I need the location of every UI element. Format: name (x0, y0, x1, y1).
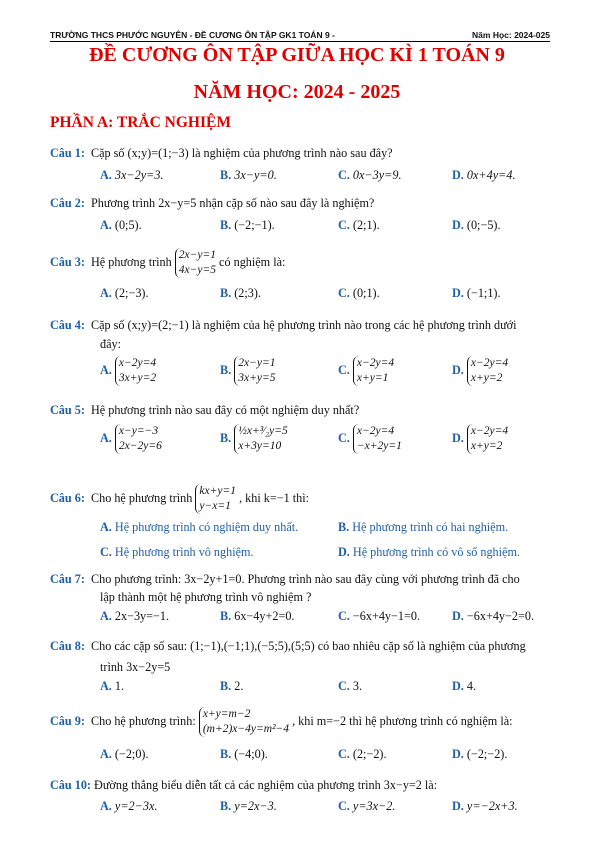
document-title: ĐỀ CƯƠNG ÔN TẬP GIỮA HỌC KÌ 1 TOÁN 9 (89, 44, 505, 66)
letters-d: D. (452, 747, 464, 761)
letters-c: C. (338, 799, 350, 813)
letters-c: C. (100, 545, 112, 559)
header-left: TRƯỜNG THCS PHƯỚC NGUYÊN - ĐỀ CƯƠNG ÔN TẬP GK1 TOÁN 9 - (50, 30, 335, 40)
answer-b (220, 168, 277, 183)
questions-5-a: Hệ phương trình có nghiệm duy nhất. (114, 520, 299, 534)
questions-2-post: có nghiệm là: (219, 254, 286, 269)
answer-a (100, 168, 164, 183)
answer-a (100, 799, 157, 814)
letters-b: B. (220, 609, 232, 623)
answer-c (338, 168, 402, 183)
question-text: Phương trình 2x−y=5 nhận cặp số nào sau đây là nghiệm? (90, 196, 375, 210)
letters-c: C. (338, 747, 350, 761)
questions-4-d-1: x+y=2 (470, 440, 503, 452)
questions-5-c: Hệ phương trình vô nghiệm. (114, 545, 254, 559)
letters-d: D. (452, 679, 464, 693)
answer-c (338, 286, 380, 301)
questions-0-b: 3x−y=0. (234, 168, 277, 182)
questions-8-sys-1: (m+2)x−4y=m²−4 (202, 723, 290, 735)
questions-8-sys-0: x+y=m−2 (202, 708, 251, 720)
letters-d: D. (452, 168, 464, 182)
equation-system (195, 484, 236, 514)
answer-a (100, 356, 156, 386)
letters-d: D. (452, 362, 464, 377)
questions-1-d: (0;−5). (466, 218, 501, 232)
answer-b (220, 286, 261, 301)
letters-b: B. (220, 286, 232, 300)
letters-a: A. (100, 430, 112, 445)
page-header (50, 30, 550, 42)
questions-2-sys-0: 2x−y=1 (178, 249, 216, 261)
questions-8-a: (−2;0). (114, 747, 149, 761)
letters-a: A. (100, 609, 112, 623)
letters-c: C. (338, 362, 350, 377)
questions-6-d: −6x+4y−2=0. (466, 609, 535, 623)
questions-5-post: , khi k=−1 thì: (239, 490, 310, 505)
questions-4-num: Câu 5: (50, 403, 85, 417)
letters-d: D. (452, 609, 464, 623)
questions-4-d-0: x−2y=4 (470, 425, 509, 437)
equation-system (115, 424, 162, 454)
questions-6-a: 2x−3y=−1. (114, 609, 170, 623)
questions-3-c-1: x+y=1 (356, 372, 389, 384)
question-3 (50, 248, 580, 278)
letters-b: B. (220, 168, 232, 182)
answer-c (338, 679, 362, 694)
questions-2-a: (2;−3). (114, 286, 149, 300)
equation-system (353, 424, 402, 454)
answer-a (100, 424, 162, 454)
questions-2-b: (2;3). (234, 286, 261, 300)
questions-4-b-1: x+3y=10 (238, 440, 282, 452)
answer-d (452, 747, 507, 762)
equation-system (199, 707, 289, 737)
letters-b: B. (220, 362, 232, 377)
questions-7-text2: trình 3x−2y=5 (100, 660, 171, 674)
questions-1-c: (2;1). (352, 218, 380, 232)
letters-a: A. (100, 747, 112, 761)
letters-a: A. (100, 286, 112, 300)
question-5 (50, 403, 580, 418)
questions-5-b: Hệ phương trình có hai nghiệm. (352, 520, 509, 534)
answer-d (338, 545, 520, 560)
answer-b (220, 609, 294, 624)
letters-c: C. (338, 218, 350, 232)
equation-system (467, 424, 508, 454)
equation-system (175, 248, 216, 278)
questions-7-a: 1. (114, 679, 125, 693)
questions-9-d: y=−2x+3. (466, 799, 518, 813)
questions-3-d-1: x+y=2 (470, 372, 503, 384)
letters-a: A. (100, 799, 112, 813)
letters-b: B. (220, 430, 232, 445)
questions-6-text: Cho phương trình: 3x−2y+1=0. Phương trình nào sau đây cùng với phương trình đã cho (90, 572, 520, 586)
questions-9-text: Đường thẳng biểu diễn tất cả các nghiệm của phương trình 3x−y=2 là: (94, 778, 438, 792)
question-text: Cặp số (x;y)=(1;−3) là nghiệm của phương trình nào sau đây? (90, 146, 393, 160)
answer-a (100, 747, 149, 762)
question-6 (50, 484, 580, 514)
equation-system (234, 356, 275, 386)
questions-5-sys-0: kx+y=1 (199, 485, 237, 497)
letters-d: D. (452, 218, 464, 232)
section-title: PHẦN A: TRẮC NGHIỆM (50, 114, 231, 131)
answer-b (220, 799, 277, 814)
questions-0-d: 0x+4y=4. (466, 168, 516, 182)
questions-4-a-1: 2x−2y=6 (118, 440, 162, 452)
questions-3-a-0: x−2y=4 (118, 357, 157, 369)
equation-system (353, 356, 394, 386)
questions-4-b-0: ½x+³⁄₂y=5 (238, 425, 288, 437)
questions-5-d: Hệ phương trình có vô số nghiệm. (352, 545, 520, 559)
questions-7-c: 3. (352, 679, 363, 693)
answer-a (100, 679, 124, 694)
letters-b: B. (338, 520, 350, 534)
questions-0-c: 0x−3y=9. (352, 168, 402, 182)
letters-b: B. (220, 218, 232, 232)
equation-system (234, 424, 287, 454)
questions-3-c-0: x−2y=4 (356, 357, 395, 369)
answer-d (452, 218, 501, 233)
question-10 (50, 778, 580, 793)
answer-a (100, 218, 142, 233)
letters-b: B. (220, 747, 232, 761)
questions-5-sys-1: y−x=1 (199, 500, 231, 512)
questions-5-num: Câu 6: (50, 490, 85, 505)
questions-7-text: Cho các cặp số sau: (1;−1),(−1;1),(−5;5),(5;5) có bao nhiêu cặp số là nghiệm của phương (90, 639, 526, 653)
answer-b (220, 679, 243, 694)
answer-b (220, 747, 268, 762)
answer-c (338, 609, 420, 624)
questions-3-b-0: 2x−y=1 (238, 357, 276, 369)
answer-b (220, 424, 288, 454)
answer-c (338, 218, 380, 233)
questions-1-b: (−2;−1). (234, 218, 275, 232)
questions-2-d: (−1;1). (466, 286, 501, 300)
questions-3-b-1: 3x+y=5 (238, 372, 276, 384)
questions-9-num: Câu 10: (50, 778, 91, 792)
questions-2-c: (0;1). (352, 286, 380, 300)
questions-8-c: (2;−2). (352, 747, 387, 761)
question-4 (50, 318, 580, 333)
letters-a: A. (100, 168, 112, 182)
answer-b (338, 520, 508, 535)
questions-7-b: 2. (234, 679, 244, 693)
questions-2-sys-1: 4x−y=5 (178, 264, 216, 276)
question-number: Câu 1: (50, 146, 85, 160)
letters-c: C. (338, 286, 350, 300)
question-8-cont (100, 660, 580, 675)
questions-8-post: , khi m=−2 thì hệ phương trình có nghiệm là: (292, 713, 513, 728)
equation-system (467, 356, 508, 386)
answer-d (452, 424, 508, 454)
question-1 (50, 146, 580, 161)
questions-9-a: y=2−3x. (114, 799, 158, 813)
questions-3-text2: đây: (100, 337, 121, 351)
question-4-cont (100, 337, 580, 352)
letters-c: C. (338, 679, 350, 693)
questions-6-num: Câu 7: (50, 572, 85, 586)
answer-b (220, 218, 275, 233)
school-year-title: NĂM HỌC: 2024 - 2025 (193, 81, 401, 103)
questions-3-a-1: 3x+y=2 (118, 372, 157, 384)
question-2 (50, 196, 580, 211)
answer-c (338, 799, 395, 814)
answer-c (338, 747, 387, 762)
questions-5-pre: Cho hệ phương trình (90, 490, 193, 505)
question-8 (50, 639, 580, 654)
header-right: Năm Học: 2024-025 (472, 30, 550, 40)
questions-7-d: 4. (466, 679, 477, 693)
equation-system (115, 356, 156, 386)
questions-8-num: Câu 9: (50, 713, 85, 728)
questions-8-b: (−4;0). (234, 747, 268, 761)
answer-c (100, 545, 254, 560)
answer-a (100, 286, 149, 301)
questions-1-num: Câu 2: (50, 196, 85, 210)
letters-d: D. (338, 545, 350, 559)
questions-7-num: Câu 8: (50, 639, 85, 653)
answer-d (452, 679, 476, 694)
questions-8-d: (−2;−2). (466, 747, 508, 761)
letters-b: B. (220, 799, 232, 813)
question-9 (50, 707, 580, 737)
letters-a: A. (100, 520, 112, 534)
answer-d (452, 286, 501, 301)
questions-0-a: 3x−2y=3. (114, 168, 164, 182)
answer-d (452, 799, 518, 814)
question-7 (50, 572, 580, 587)
answer-b (220, 356, 275, 386)
questions-3-num: Câu 4: (50, 318, 85, 332)
answer-d (452, 356, 508, 386)
questions-1-a: (0;5). (114, 218, 142, 232)
questions-4-text: Hệ phương trình nào sau đây có một nghiệm duy nhất? (90, 403, 360, 417)
letters-a: A. (100, 679, 112, 693)
questions-9-b: y=2x−3. (234, 799, 277, 813)
questions-6-c: −6x+4y−1=0. (352, 609, 421, 623)
letters-a: A. (100, 218, 112, 232)
answer-d (452, 609, 534, 624)
questions-6-text2: lập thành một hệ phương trình vô nghiệm ? (100, 590, 312, 604)
questions-6-b: 6x−4y+2=0. (234, 609, 295, 623)
letters-a: A. (100, 362, 112, 377)
questions-4-c-1: −x+2y=1 (356, 440, 402, 452)
question-7-cont (100, 590, 580, 605)
letters-c: C. (338, 609, 350, 623)
answer-a (100, 520, 298, 535)
questions-4-c-0: x−2y=4 (356, 425, 395, 437)
letters-c: C. (338, 430, 350, 445)
answer-c (338, 424, 402, 454)
letters-b: B. (220, 679, 232, 693)
letters-d: D. (452, 799, 464, 813)
letters-d: D. (452, 286, 464, 300)
answer-c (338, 356, 394, 386)
questions-2-num: Câu 3: (50, 254, 85, 269)
questions-3-text: Cặp số (x;y)=(2;−1) là nghiệm của hệ phương trình nào trong các hệ phương trình dưới (90, 318, 517, 332)
questions-4-a-0: x−y=−3 (118, 425, 159, 437)
answer-d (452, 168, 516, 183)
questions-2-pre: Hệ phương trình (90, 254, 172, 269)
answer-a (100, 609, 169, 624)
letters-c: C. (338, 168, 350, 182)
questions-9-c: y=3x−2. (352, 799, 396, 813)
questions-3-d-0: x−2y=4 (470, 357, 509, 369)
letters-d: D. (452, 430, 464, 445)
questions-8-pre: Cho hệ phương trình: (90, 713, 196, 728)
